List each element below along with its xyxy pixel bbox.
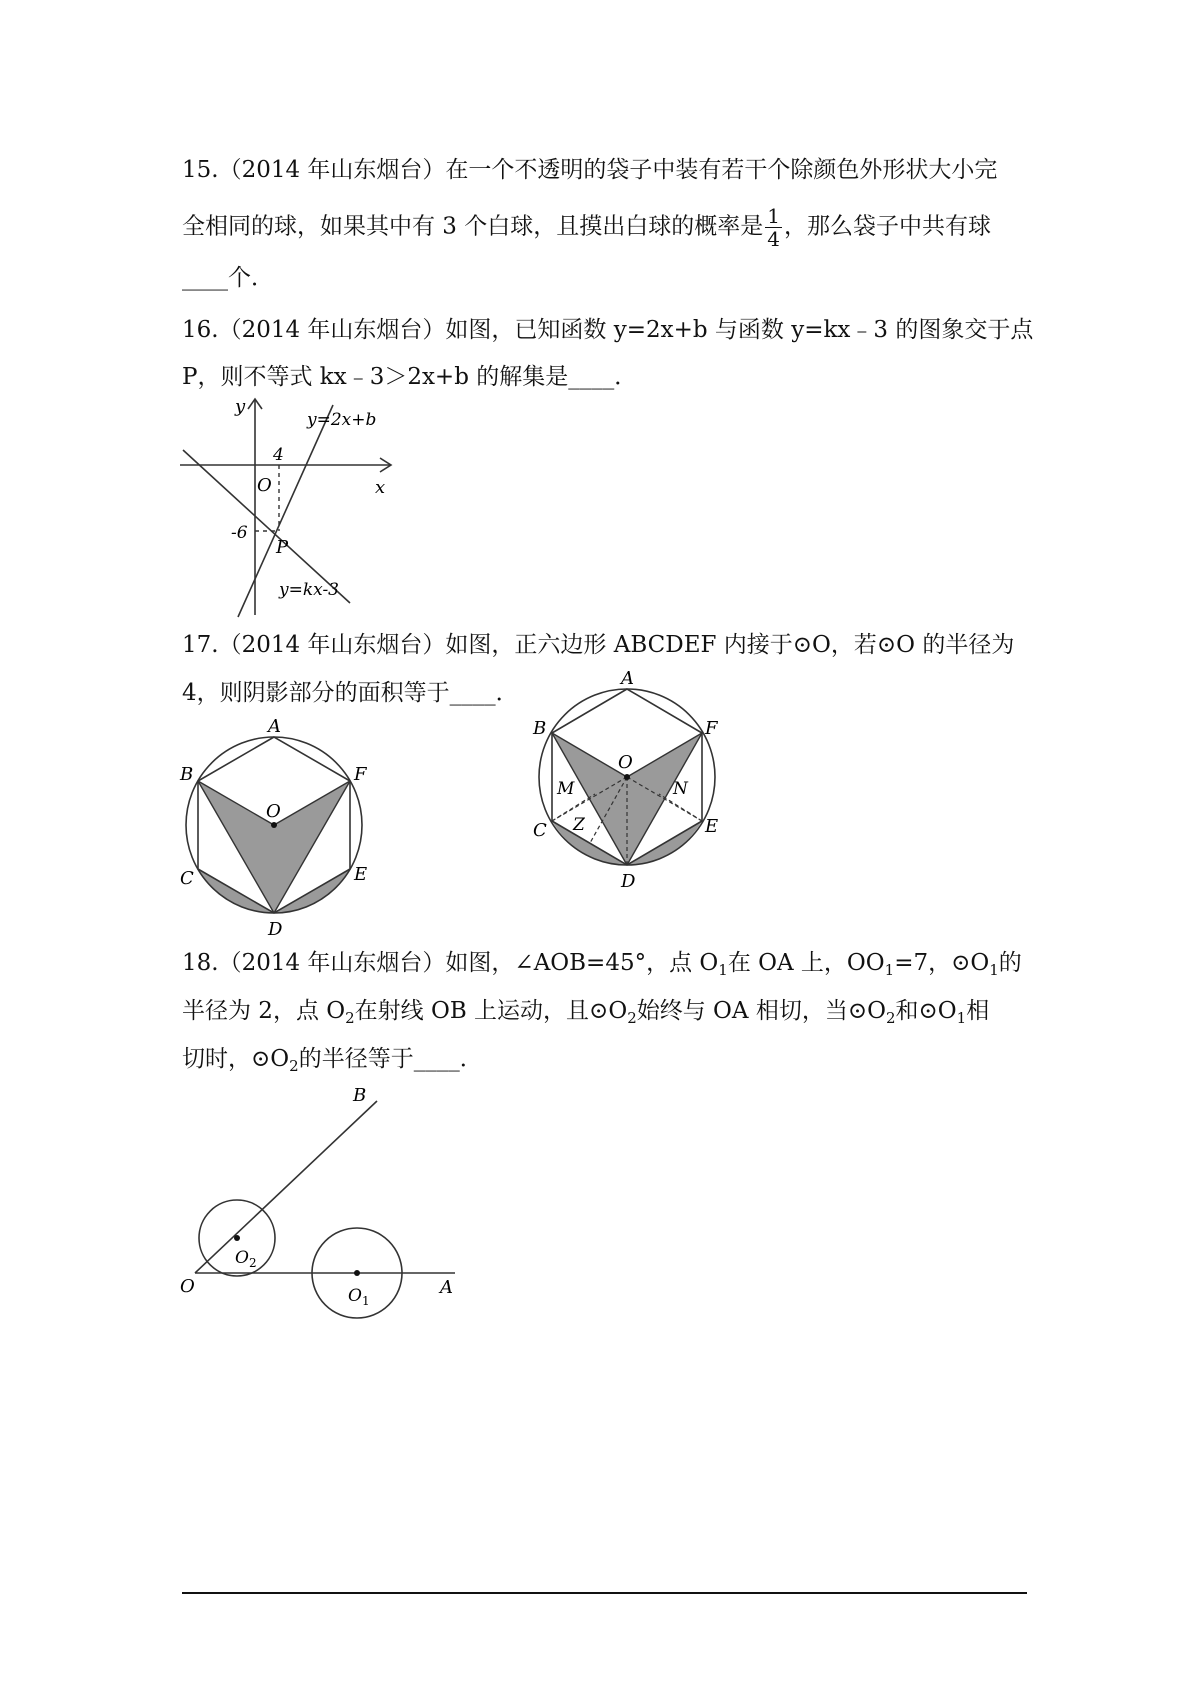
q18-line1-a: 18.（2014 年山东烟台）如图，∠AOB=45°，点 O [182,950,719,976]
label-F: F [705,718,718,739]
q15-line1: 15.（2014 年山东烟台）在一个不透明的袋子中装有若干个除颜色外形状大小完 [182,157,998,183]
q18-line3-a: 切时，⊙O [182,1046,290,1072]
label-O1-letter: O [348,1286,362,1306]
label-O2 [235,1248,257,1270]
label-O2-letter: O [235,1248,249,1268]
label-B: B [533,718,547,739]
label-Z: Z [573,815,585,835]
q18-line3 [182,1044,483,1081]
label-B: B [353,1085,367,1106]
label-N: N [673,779,688,799]
label-O: O [618,752,633,773]
q18-line1-c: =7，⊙O [894,950,990,976]
label-O: O [180,1276,195,1297]
label-O1 [348,1286,370,1308]
label-F: F [354,764,367,785]
label-D: D [268,919,283,940]
q17-figure-right [525,664,735,894]
y-axis-label: y [235,396,246,417]
label-C: C [533,820,547,841]
label-O2-sub: 2 [248,1256,257,1270]
label-M: M [557,779,575,799]
q16-line2: P，则不等式 kx﹣3＞2x+b 的解集是____． [182,364,638,390]
subscript-2: 2 [885,1009,896,1027]
line1-label: y=2x+b [307,410,377,430]
q17-line1: 17.（2014 年山东烟台）如图，正六边形 ABCDEF 内接于⊙O，若⊙O 的半径为 [182,632,1015,658]
label-O1-sub: 1 [361,1294,370,1308]
tick-4-label: 4 [273,445,284,465]
line2-label: y=kx-3 [279,580,339,600]
label-D: D [621,871,636,892]
q17-line2: 4，则阴影部分的面积等于____． [182,680,519,706]
q18-line3-b: 的半径等于____． [298,1046,483,1072]
label-E: E [354,864,368,885]
q18-line2-c: 始终与 OA 相切，当⊙O [636,998,886,1024]
q15-line2-b: ，那么袋子中共有球 [784,213,991,240]
q17-figure-left [172,710,382,940]
subscript-2: 2 [345,1009,355,1027]
q18-line1-d: 的 [998,950,1022,976]
q18-figure [175,1085,465,1325]
label-A: A [440,1277,453,1298]
fraction-denominator: 4 [767,227,780,251]
tick-neg6-label: -6 [231,523,248,543]
subscript-1: 1 [884,961,895,979]
q18-line2-e: 相 [966,998,990,1024]
q18-line1-b: 在 OA 上，OO [727,950,885,976]
q15-line2-a: 全相同的球，如果其中有 3 个白球，且摸出白球的概率是 [182,213,764,240]
q18-line2-b: 在射线 OB 上运动，且⊙O [354,998,628,1024]
subscript-1: 1 [718,961,728,979]
label-A: A [621,668,634,689]
fraction-numerator: 1 [767,204,780,228]
subscript-2: 2 [627,1009,637,1027]
subscript-1: 1 [989,961,999,979]
q18-line2-a: 半径为 2，点 O [182,998,346,1024]
fraction-one-quarter [765,205,782,250]
x-axis-label: x [375,477,386,498]
q18-line1 [182,948,1022,985]
subscript-1: 1 [956,1009,967,1027]
q16-line1: 16.（2014 年山东烟台）如图，已知函数 y=2x+b 与函数 y=kx﹣3 的图象交于点 [182,317,1034,343]
point-p-label: P [276,537,289,558]
label-O: O [266,801,281,822]
q18-line2-d: 和⊙O [895,998,957,1024]
footer-rule [182,1592,1027,1594]
label-C: C [180,868,194,889]
origin-label: O [257,475,272,496]
label-E: E [705,816,719,837]
q15-line2 [182,205,991,250]
label-A: A [268,716,281,737]
label-B: B [180,764,194,785]
subscript-2: 2 [289,1057,299,1075]
q15-line3: ____个． [182,265,274,291]
q18-line2 [182,996,989,1033]
q16-figure [175,395,405,620]
